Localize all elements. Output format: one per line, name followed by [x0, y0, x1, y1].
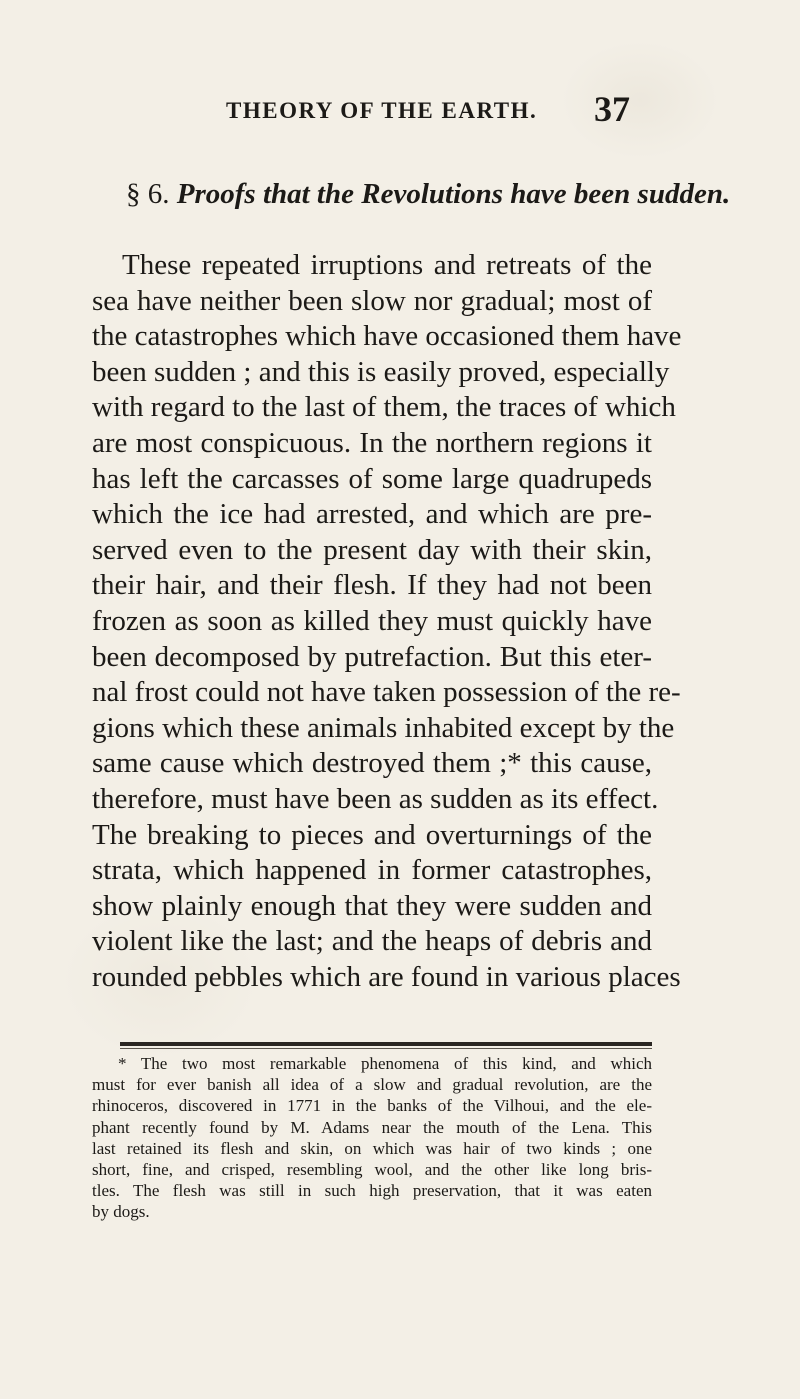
body-line: therefore, must have been as sudden as its effect.	[92, 782, 659, 815]
footnote-line: short, fine, and crisped, resembling wool, and the other like long bris-	[92, 1159, 652, 1179]
footnote-rule	[120, 1042, 652, 1046]
body-line: violent like the last; and the heaps of debris and	[92, 925, 652, 958]
body-line: been sudden ; and this is easily proved, especially	[92, 355, 670, 388]
body-line: frozen as soon as killed they must quickly have	[92, 604, 652, 637]
page-number: 37	[594, 89, 630, 129]
body-line: been decomposed by putrefaction. But this eter-	[92, 640, 652, 673]
body-line: sea have neither been slow nor gradual; most of	[92, 284, 652, 317]
footnote-line: must for ever banish all idea of a slow and gradual revolution, are the	[92, 1075, 652, 1095]
footnote-line: * The two most remarkable phenomena of this kind, and which	[118, 1054, 652, 1073]
footnote-line: by dogs.	[92, 1202, 150, 1222]
body-text	[92, 248, 682, 995]
running-title: THEORY OF THE EARTH.	[226, 98, 538, 123]
footnote-line: phant recently found by M. Adams near the mouth of the Lena. This	[92, 1117, 652, 1137]
footnote-line: tles. The flesh was still in such high preservation, that it was eaten	[92, 1181, 652, 1201]
body-line: the catastrophes which have occasioned them have	[92, 320, 682, 353]
body-line: show plainly enough that they were sudden and	[92, 889, 652, 922]
body-line: their hair, and their flesh. If they had not been	[92, 569, 652, 602]
body-line: strata, which happened in former catastrophes,	[92, 854, 652, 887]
footnote-line: last retained its flesh and skin, on which was hair of two kinds ; one	[92, 1138, 652, 1158]
body-line: are most conspicuous. In the northern regions it	[92, 426, 652, 459]
body-line: rounded pebbles which are found in various places	[92, 960, 681, 993]
running-head	[226, 88, 630, 129]
body-line: The breaking to pieces and overturnings of the	[92, 818, 652, 851]
body-line: These repeated irruptions and retreats of the	[122, 249, 652, 281]
body-line: same cause which destroyed them ;* this cause,	[92, 747, 652, 780]
footnote-rule-thin	[120, 1048, 652, 1049]
section-title: Proofs that the Revolutions have been sudden.	[176, 178, 731, 210]
section-number: § 6.	[126, 178, 170, 210]
body-line: nal frost could not have taken possession of the re-	[92, 676, 681, 709]
footnote-line: rhinoceros, discovered in 1771 in the banks of the Vilhoui, and the ele-	[92, 1096, 652, 1116]
body-line: served even to the present day with their skin,	[92, 533, 652, 566]
body-line: gions which these animals inhabited except by the	[92, 711, 675, 744]
section-heading	[126, 178, 766, 211]
footnote	[92, 1053, 652, 1223]
body-line: which the ice had arrested, and which are pre-	[92, 498, 652, 531]
body-line: has left the carcasses of some large quadrupeds	[92, 462, 652, 495]
body-line: with regard to the last of them, the traces of which	[92, 391, 676, 424]
